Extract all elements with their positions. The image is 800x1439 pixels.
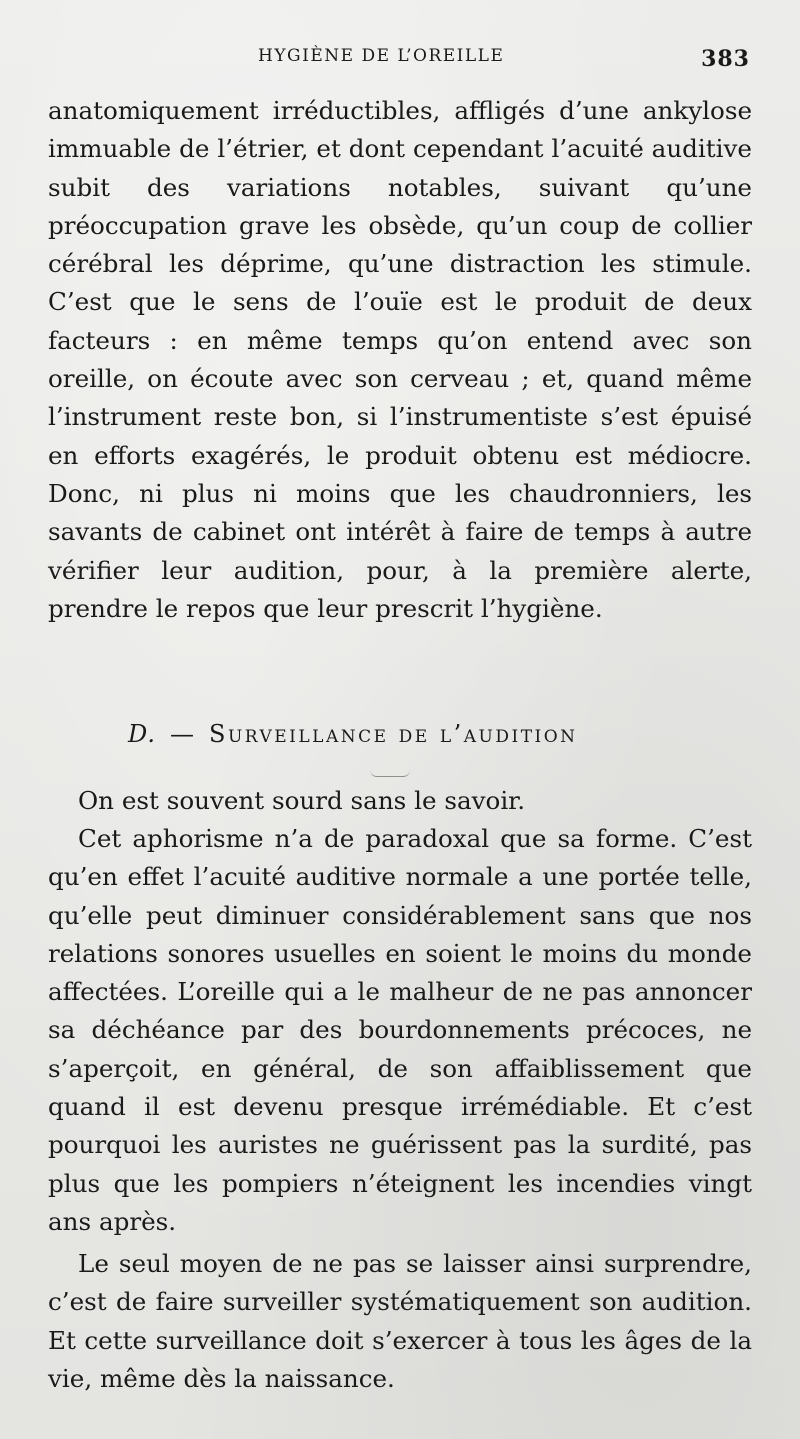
paragraph-text: Le seul moyen de ne pas se laisser ainsi surprendre, c’est de faire surveiller systématiquement son audition. Et cette surveillance doit s’exercer à tous les âges de la vie, même dès la naissance. — [48, 1249, 752, 1393]
paragraph-text: On est souvent sourd sans le savoir. — [78, 786, 526, 815]
paragraph-text: anatomiquement irréductibles, affligés d’une ankylose immuable de l’étrier, et dont cependant l’acuité auditive subit des variations notables, suivant qu’une préoccupation grave les obsède, qu’un coup de collier cérébral les déprime, qu’une distraction les stimule. C’est que le sens de l’ouïe est le produit de deux facteurs : en même temps qu’on entend avec son oreille, on écoute avec son cerveau ; et, quand même l’instrument reste bon, si l’instrumentiste s’est épuisé en efforts exagérés, le produit obtenu est médiocre. Donc, ni plus ni moins que les chaudronniers, les savants de cabinet ont intérêt à faire de temps à autre vérifier leur audition, pour, à la première alerte, prendre le repos que leur prescrit l’hygiène. — [48, 96, 752, 623]
paragraph-explanation — [48, 820, 752, 1241]
section-heading — [128, 720, 578, 748]
section-dash: — — [170, 720, 196, 748]
paragraph-aphorism — [48, 782, 752, 820]
page-number: 383 — [701, 46, 750, 72]
section-letter: D. — [128, 720, 157, 748]
running-head — [0, 46, 800, 76]
ornament-flourish — [370, 770, 410, 777]
section-title: Surveillance de l’audition — [209, 720, 578, 748]
running-head-title: HYGIÈNE DE L’OREILLE — [258, 46, 505, 66]
paragraph-text: Cet aphorisme n’a de paradoxal que sa forme. C’est qu’en effet l’acuité auditive normale a une portée telle, qu’elle peut diminuer considérablement sans que nos relations sonores usuelles en soient le moins du monde affectées. L’oreille qui a le malheur de ne pas annoncer sa déchéance par des bourdonnements précoces, ne s’aperçoit, en général, de son affaiblissement que quand il est devenu presque irrémédiable. Et c’est pourquoi les auristes ne guérissent pas la surdité, pas plus que les pompiers n’éteignent les incendies vingt ans après. — [48, 824, 752, 1236]
paragraph-continuation — [48, 92, 752, 628]
paragraph-conclusion — [48, 1245, 752, 1398]
